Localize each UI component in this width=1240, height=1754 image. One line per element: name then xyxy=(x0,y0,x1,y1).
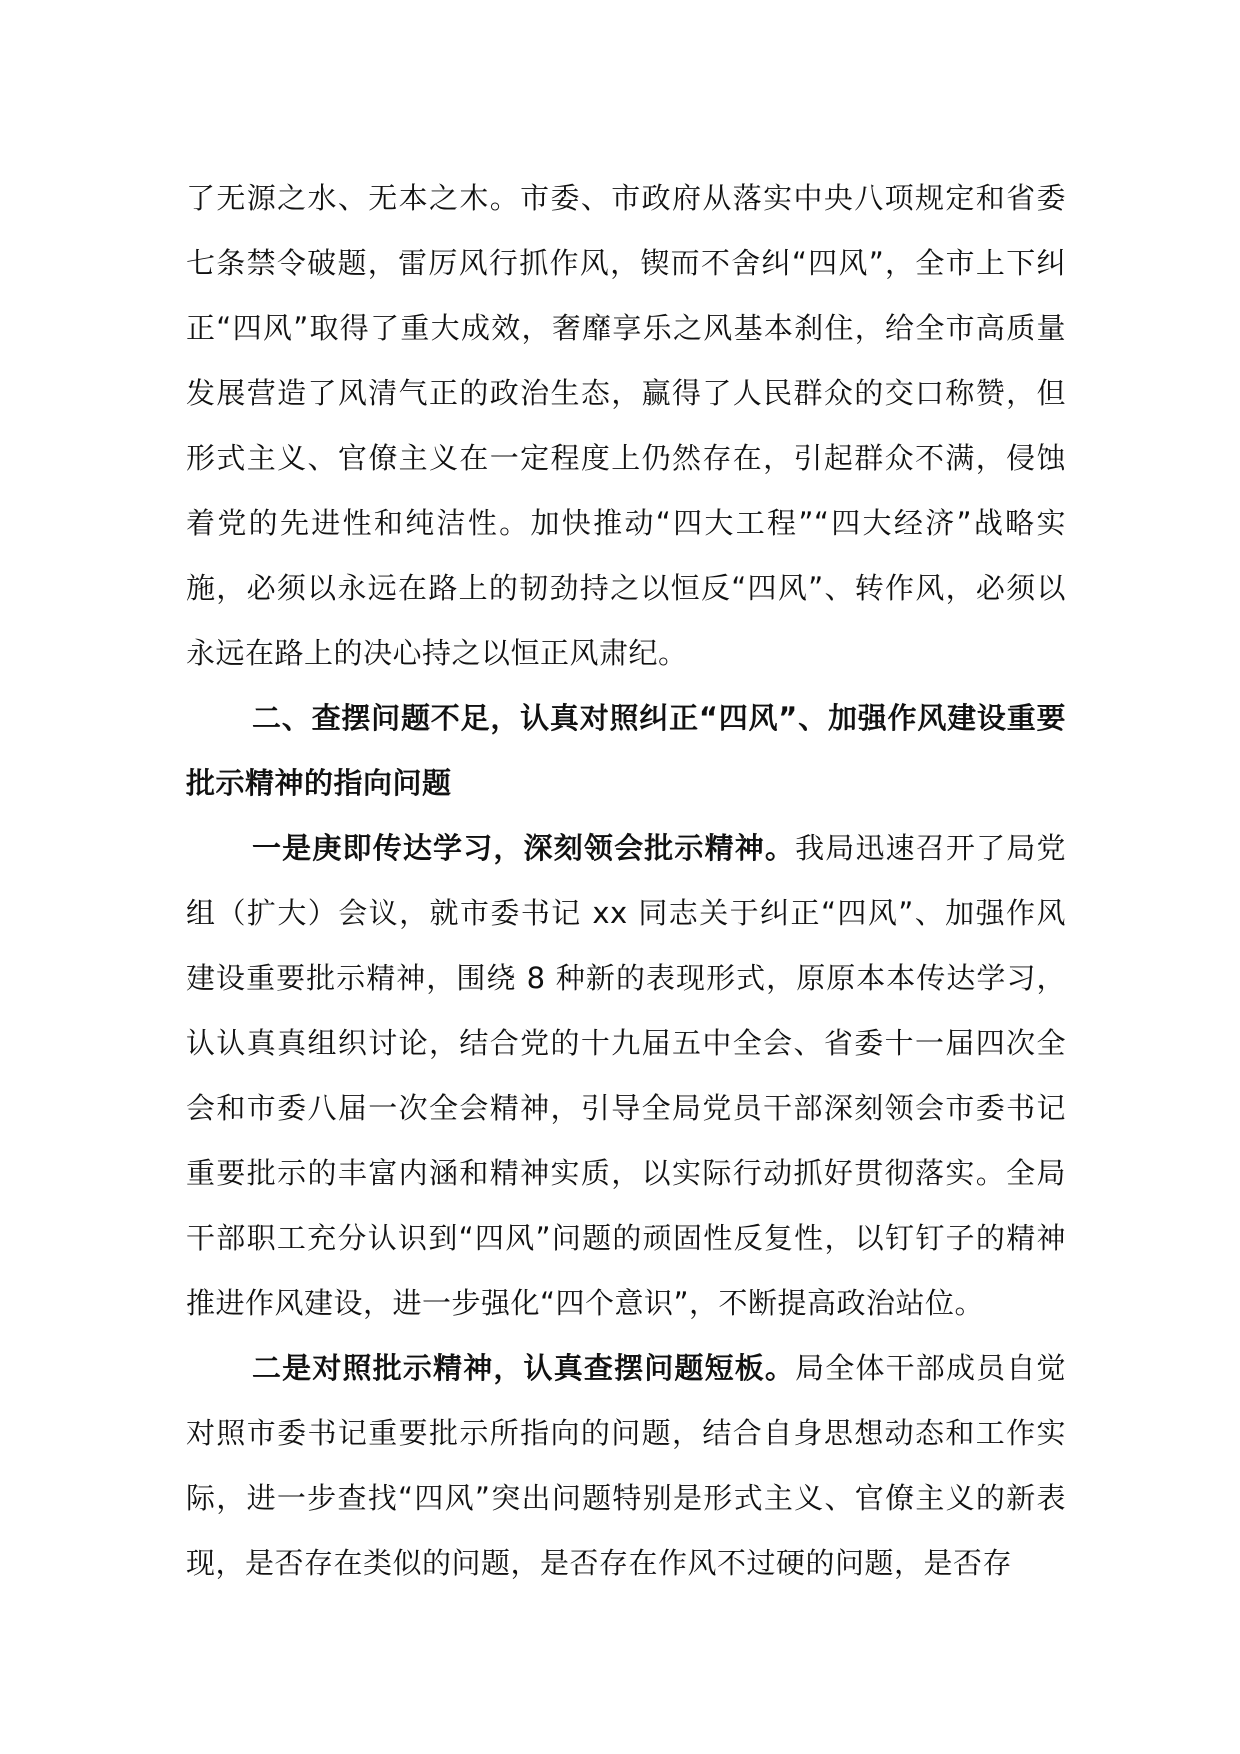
paragraph-text: 了无源之水、无本之木。市委、市政府从落实中央八项规定和省委七条禁令破题，雷厉风行抓作风，锲而不舍纠“四风”，全市上下纠正“四风”取得了重大成效，奢靡享乐之风基本刹住，给全市高质量发展营造了风清气正的政治生态，赢得了人民群众的交口称赞，但形式主义、官僚主义在一定程度上仍然存在，引起群众不满，侵蚀着党的先进性和纯洁性。加快推动“四大工程”“四大经济”战略实施，必须以永远在路上的韧劲持之以恒反“四风”、转作风，必须以永远在路上的决心持之以恒正风肃纪。 xyxy=(186,181,1066,670)
document-page xyxy=(186,166,1066,1596)
paragraph-lead: 一是庚即传达学习，深刻领会批示精神。 xyxy=(252,831,796,865)
section-heading-text: 二、查摆问题不足，认真对照纠正“四风”、加强作风建设重要批示精神的指向问题 xyxy=(186,701,1066,800)
paragraph-lead: 二是对照批示精神，认真查摆问题短板。 xyxy=(252,1351,796,1385)
paragraph-text: 我局迅速召开了局党组（扩大）会议，就市委书记 xx 同志关于纠正“四风”、加强作风建设重要批示精神，围绕 8 种新的表现形式，原原本本传达学习，认认真真组织讨论，结合党的十九届五中全会、省委十一届四次全会和市委八届一次全会精神，引导全局党员干部深刻领会市委书记重要批示的丰富内涵和精神实质，以实际行动抓好贯彻落实。全局干部职工充分认识到“四风”问题的顽固性反复性，以钉钉子的精神推进作风建设，进一步强化“四个意识”，不断提高政治站位。 xyxy=(186,831,1066,1320)
paragraph-continuation xyxy=(186,166,1066,686)
paragraph-item-1 xyxy=(186,816,1066,1336)
paragraph-text: 局全体干部成员自觉对照市委书记重要批示所指向的问题，结合自身思想动态和工作实际，进一步查找“四风”突出问题特别是形式主义、官僚主义的新表现，是否存在类似的问题，是否存在作风不过硬的问题，是否存 xyxy=(186,1351,1066,1580)
paragraph-item-2 xyxy=(186,1336,1066,1596)
section-heading xyxy=(186,686,1066,816)
